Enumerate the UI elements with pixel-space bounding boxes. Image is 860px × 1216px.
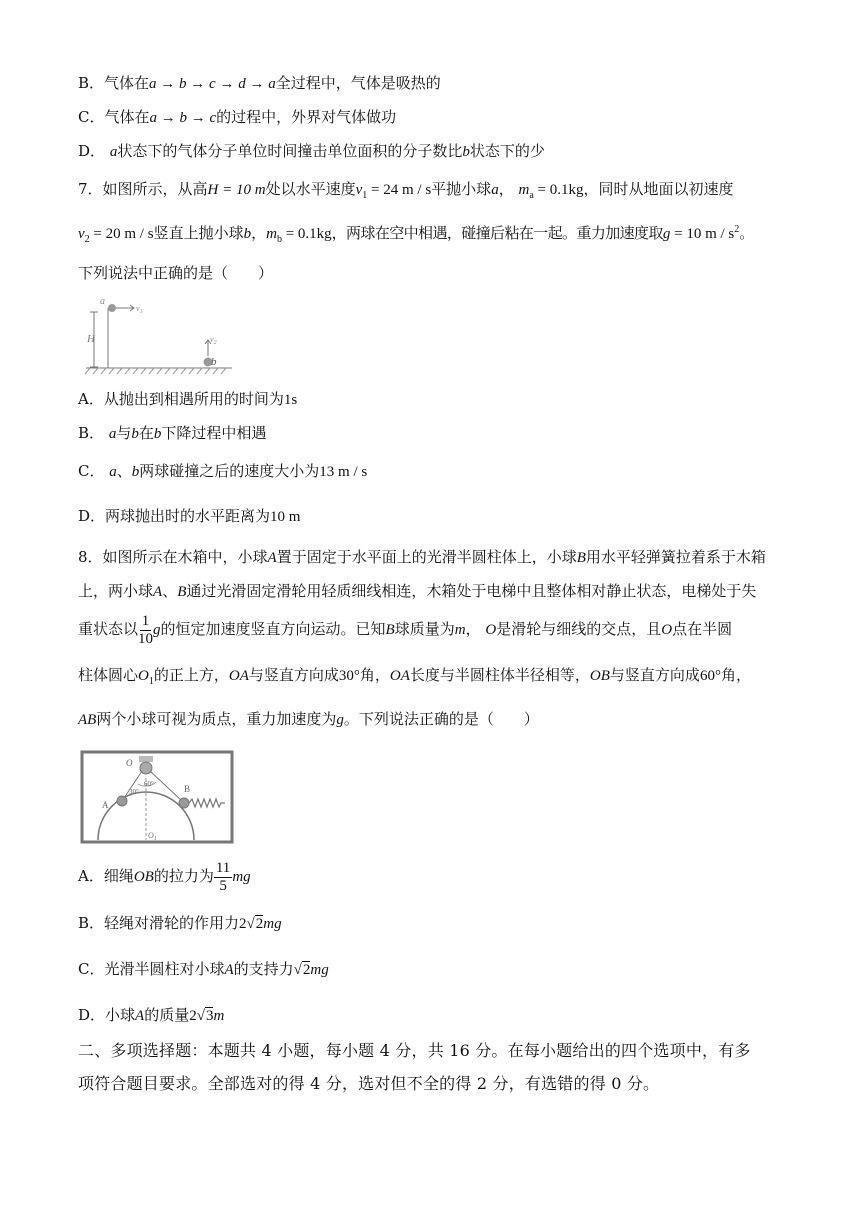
sub: 1	[148, 676, 154, 687]
state-chain: a → b → c	[149, 110, 217, 126]
text: C．	[78, 462, 105, 480]
text: 的质量	[144, 1006, 190, 1024]
label-a: a	[100, 296, 105, 307]
text: ，	[251, 224, 267, 242]
var: a	[109, 144, 118, 160]
var: A	[153, 584, 163, 600]
angle: 30°	[338, 668, 360, 684]
var: A	[267, 550, 277, 566]
text: 与竖直方向成	[609, 666, 700, 684]
text: 长度与半圆柱体半径相等，	[409, 666, 590, 684]
sqrt-sign: √	[246, 916, 255, 932]
label-30: 30°	[129, 788, 139, 796]
radicand: 2	[302, 962, 311, 978]
var: A	[224, 962, 234, 978]
text: 通过光滑固定滑轮用轻质细线相连，木箱处于电梯中且整体相对静止状态，电梯处于失	[186, 582, 757, 600]
text: 、	[162, 582, 178, 600]
text: 。	[739, 224, 755, 242]
text: 上，两小球	[78, 582, 154, 600]
sqrt-sign: √	[293, 962, 302, 978]
var: g	[153, 622, 161, 638]
q8-stem-line5	[78, 708, 539, 731]
q8-stem-line3	[78, 612, 732, 648]
q7-stem-line2	[78, 222, 754, 245]
text: 的恒定加速度竖直方向运动。已知	[160, 620, 386, 638]
label-v1	[136, 304, 143, 315]
math-height: H = 10 m	[207, 182, 266, 198]
sub: a	[529, 190, 534, 201]
math-ma-value: = 0.1kg	[533, 182, 584, 198]
var: mg	[232, 869, 251, 885]
var: A	[135, 1008, 145, 1024]
q8-option-c	[78, 958, 329, 981]
text: ，	[465, 620, 481, 638]
text: 用水平轻弹簧拉着系于木箱	[585, 548, 766, 566]
var: AB	[78, 712, 97, 728]
text: C．气体在	[78, 108, 150, 126]
numerator: 11	[215, 859, 231, 876]
text: 与竖直方向成	[248, 666, 339, 684]
text: D．	[78, 142, 106, 160]
fraction	[214, 860, 232, 895]
q7-stem-line1	[78, 178, 734, 201]
label-H: H	[87, 333, 95, 345]
sub: 1	[139, 309, 143, 315]
label-O: O	[126, 758, 133, 768]
text: B．气体在	[78, 74, 150, 92]
var: OA	[389, 668, 410, 684]
sub: b	[276, 234, 282, 245]
text: 在	[138, 424, 154, 442]
text: 两球碰撞之后的速度大小为	[139, 462, 320, 480]
text: 状态下的少	[469, 142, 545, 160]
label-v2	[210, 335, 217, 346]
label-O1	[148, 831, 157, 842]
text: 8．如图所示在木箱中，小球	[78, 548, 268, 566]
var: a	[109, 464, 117, 480]
text: 与	[116, 424, 132, 442]
text: 状态下的气体分子单位时间撞击单位面积的分子数比	[117, 142, 463, 160]
var: mg	[263, 916, 282, 932]
text: A．细绳	[78, 867, 134, 885]
q8-figure	[80, 748, 236, 846]
text: 下降过程中相遇	[161, 424, 267, 442]
q7-stem-line3: 下列说法中正确的是（ ）	[78, 264, 274, 282]
q8-stem-line1	[78, 546, 766, 569]
sup: 2	[734, 224, 740, 235]
text: ，两球在空中相遇，碰撞后粘在一起。重力加速度取	[331, 224, 663, 242]
q7-option-a	[78, 388, 297, 411]
sub: 2	[84, 234, 90, 245]
text: 7．如图所示，从高	[78, 180, 208, 198]
q8-option-b	[78, 912, 282, 935]
fraction	[138, 613, 153, 648]
v: v	[136, 304, 140, 313]
coef: 2	[189, 1008, 197, 1024]
text: 柱体圆心	[78, 666, 139, 684]
math-v1-value: = 24 m / s	[367, 182, 432, 198]
text: 的拉力为	[153, 867, 214, 885]
radicand: 2	[255, 916, 264, 932]
v: v	[210, 335, 214, 344]
label-b: b	[211, 356, 217, 368]
text: 。下列说法正确的是（ ）	[343, 710, 539, 728]
math-v2: v	[78, 226, 85, 242]
var: m	[213, 1008, 225, 1024]
value: 10 m	[270, 509, 301, 525]
denominator: 10	[138, 630, 154, 647]
numerator: 1	[141, 612, 150, 629]
q7-option-b	[78, 422, 266, 445]
q6-option-b	[78, 72, 441, 95]
var: OB	[589, 668, 610, 684]
var: O	[485, 622, 497, 638]
math-v2-value: = 20 m / s	[89, 226, 154, 242]
text: 处以水平速度	[265, 180, 356, 198]
var: b	[243, 226, 252, 242]
text: 平抛小球	[431, 180, 492, 198]
q6-option-d	[78, 140, 545, 163]
var: O	[661, 622, 673, 638]
label-60: 60°	[144, 780, 154, 788]
value: 1s	[283, 392, 298, 408]
var: b	[153, 426, 162, 442]
text: 两个小球可视为质点，重力加速度为	[96, 710, 337, 728]
var: g	[336, 712, 344, 728]
math-g: g	[662, 226, 671, 242]
text: B．	[78, 424, 105, 442]
math-v1: v	[355, 182, 363, 198]
label-A: A	[102, 800, 109, 810]
var: mg	[310, 962, 329, 978]
text: C．光滑半圆柱对小球	[78, 960, 225, 978]
q7-option-c	[78, 460, 367, 483]
text: 竖直上抛小球	[153, 224, 244, 242]
text: 球质量为	[394, 620, 455, 638]
sub: 1	[153, 836, 157, 842]
angle: 60°	[699, 668, 721, 684]
var: m	[454, 622, 466, 638]
math-mb: m	[266, 226, 277, 242]
denominator: 5	[219, 877, 227, 894]
text: A．从抛出到相遇所用的时间为	[78, 390, 284, 408]
text: ，	[498, 180, 514, 198]
text: 、	[116, 462, 132, 480]
state-chain: a → b → c → d → a	[149, 76, 276, 92]
var: B	[177, 584, 187, 600]
text: B．轻绳对滑轮的作用力	[78, 914, 240, 932]
var: b	[131, 426, 139, 442]
var: b	[462, 144, 470, 160]
text: 点在半圆	[672, 620, 733, 638]
math-ma: m	[518, 182, 530, 198]
q7-figure	[84, 290, 234, 380]
text: 的过程中，外界对气体做功	[216, 108, 397, 126]
var: B	[576, 550, 586, 566]
sub: 2	[213, 340, 217, 346]
section2-line1: 二、多项选择题：本题共 4 小题，每小题 4 分，共 16 分。在每小题给出的四个选项中，有多	[78, 1041, 751, 1060]
var: O	[138, 668, 149, 684]
var: OA	[228, 668, 249, 684]
text: 的支持力	[233, 960, 294, 978]
text: D．小球	[78, 1006, 136, 1024]
text: 置于固定于水平面上的光滑半圆柱体上，小球	[276, 548, 577, 566]
value: 13 m / s	[319, 464, 368, 480]
var: a	[491, 182, 499, 198]
text: 全过程中，气体是吸热的	[275, 74, 441, 92]
text: D．两球抛出时的水平距离为	[78, 507, 271, 525]
var: OB	[133, 869, 154, 885]
radicand: 3	[205, 1008, 214, 1024]
q7-option-d	[78, 505, 300, 528]
var: a	[108, 426, 117, 442]
q6-option-c	[78, 106, 396, 129]
q8-option-d	[78, 1004, 224, 1027]
q8-stem-line2	[78, 580, 756, 603]
math-mb-value: = 0.1kg	[281, 226, 332, 242]
sqrt-sign: √	[196, 1008, 205, 1024]
text: 的正上方，	[153, 666, 229, 684]
coef: 2	[239, 916, 247, 932]
label-B: B	[184, 784, 191, 794]
var: B	[385, 622, 395, 638]
var: b	[131, 464, 140, 480]
text: 角，	[359, 666, 390, 684]
text: ，同时从地面以初速度	[583, 180, 734, 198]
text: 角，	[720, 666, 751, 684]
math-g-value: = 10 m / s	[670, 226, 735, 242]
q8-stem-line4	[78, 664, 751, 687]
o: O	[148, 831, 154, 840]
text: 重状态以	[78, 620, 139, 638]
section2-line2: 项符合题目要求。全部选对的得 4 分，选对但不全的得 2 分，有选错的得 0 分。	[78, 1074, 660, 1093]
text: 是滑轮与细线的交点，且	[496, 620, 662, 638]
q8-option-a	[78, 856, 251, 897]
sub: 1	[362, 190, 368, 201]
